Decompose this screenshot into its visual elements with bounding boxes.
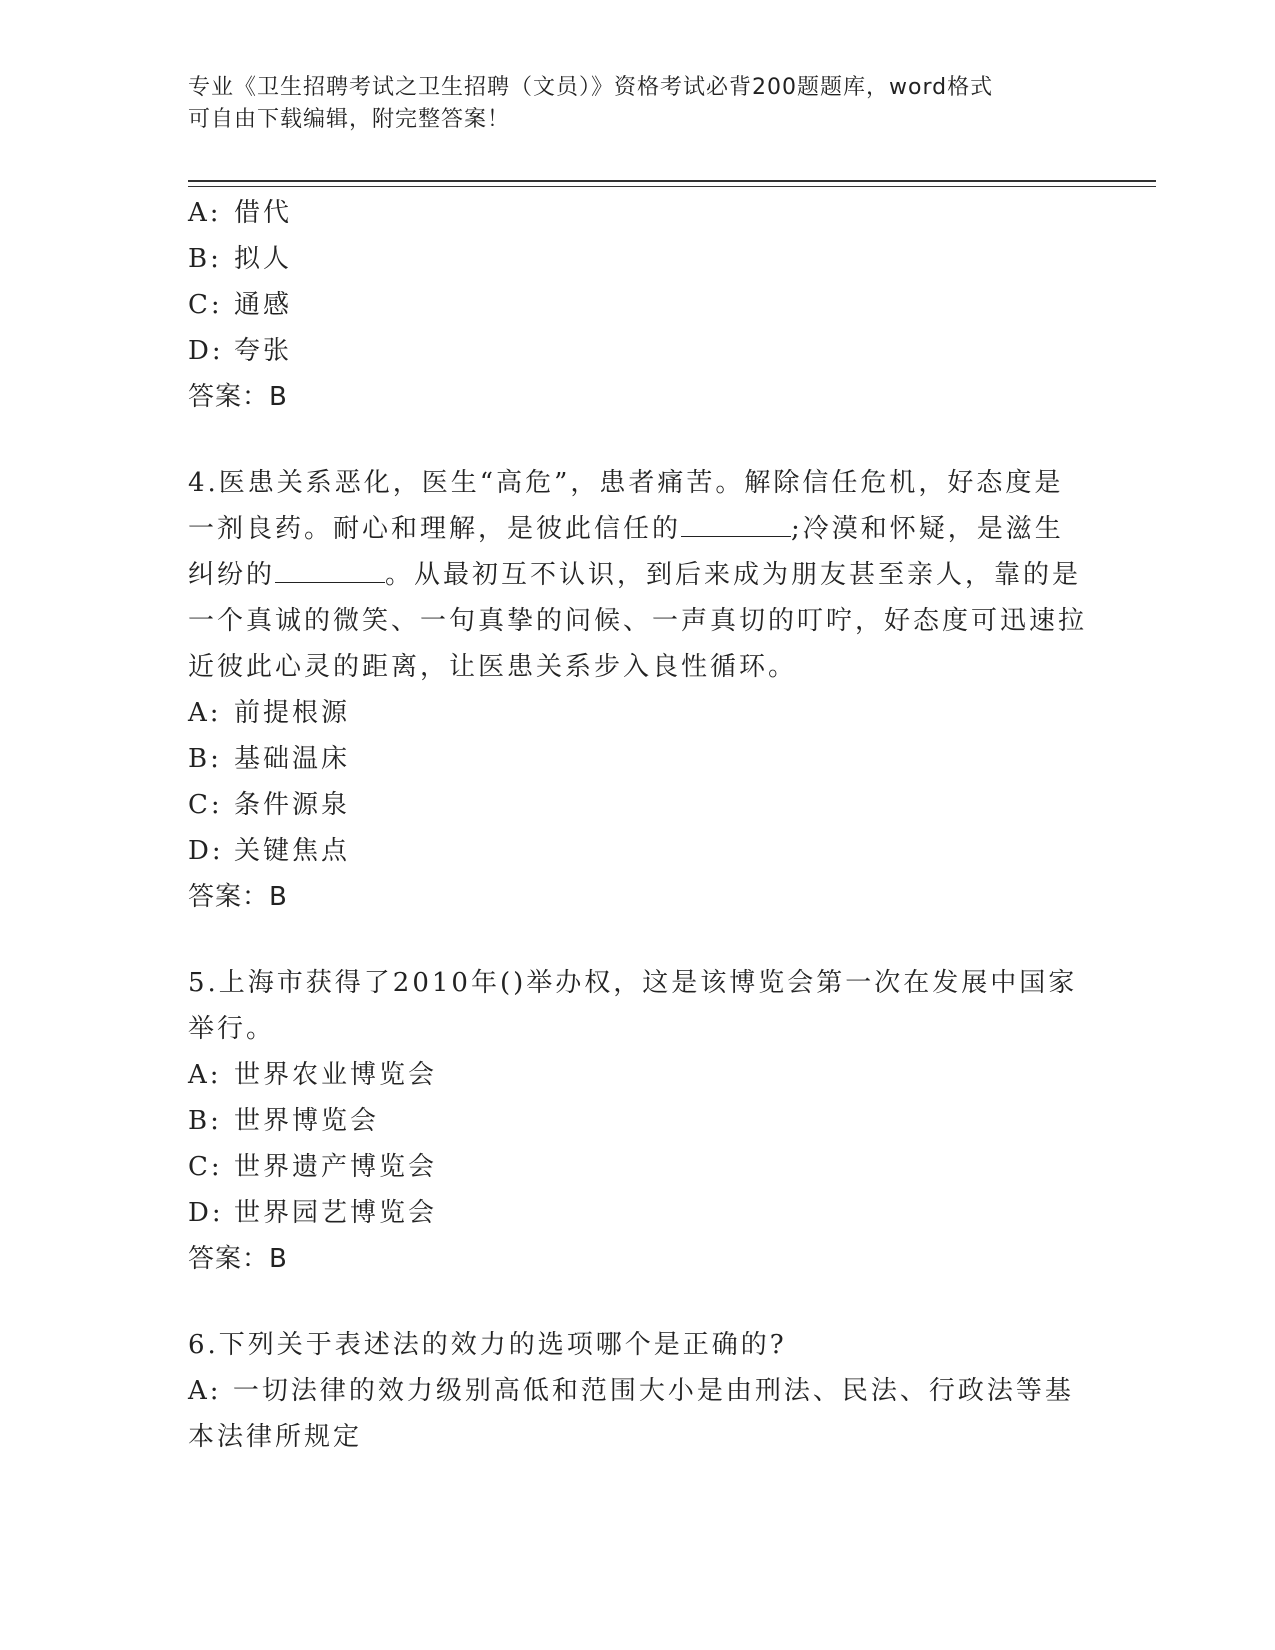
option-letter: B: — [188, 1106, 222, 1136]
option-letter: B: — [188, 244, 222, 274]
option-text: 前提根源 — [234, 698, 351, 728]
option-c — [188, 282, 1088, 328]
question-4 — [188, 460, 1088, 920]
option-a — [188, 190, 1088, 236]
option-letter: C: — [188, 290, 223, 320]
option-text: 借代 — [234, 198, 293, 228]
stem-text-3: 。从最初互不认识，到后来成为朋友甚至亲人，靠的是一个真诚的微笑、一句真挚的问候、一声真切的叮咛，好态度可迅速拉近彼此心灵的距离，让医患关系步入良性循环。 — [188, 560, 1088, 682]
option-text: 世界园艺博览会 — [234, 1198, 438, 1228]
header-divider-thick — [188, 180, 1156, 182]
stem-text-2: ;冷漠和怀疑，是滋生纠纷的 — [188, 514, 1064, 590]
question-stem: 5.上海市获得了2010年()举办权，这是该博览会第一次在发展中国家举行。 — [188, 968, 1078, 1044]
option-letter: A: — [188, 1376, 222, 1406]
option-d — [188, 1190, 1088, 1236]
option-letter: A: — [188, 1060, 222, 1090]
option-text: 拟人 — [234, 244, 293, 274]
fill-blank-1 — [681, 512, 791, 537]
question-6 — [188, 1322, 1088, 1460]
question-stem — [188, 460, 1088, 690]
option-a — [188, 690, 1088, 736]
option-text: 条件源泉 — [234, 790, 351, 820]
option-b — [188, 736, 1088, 782]
option-d — [188, 328, 1088, 374]
spacer — [188, 420, 1088, 460]
option-letter: A: — [188, 698, 222, 728]
option-letter: C: — [188, 1152, 223, 1182]
header-line-1: 专业《卫生招聘考试之卫生招聘（文员）》资格考试必背200题题库，word格式 — [188, 75, 994, 100]
option-letter: B: — [188, 744, 222, 774]
option-text: 一切法律的效力级别高低和范围大小是由刑法、民法、行政法等基本法律所规定 — [188, 1376, 1074, 1452]
fill-blank-2 — [275, 558, 385, 583]
question-3-options — [188, 190, 1088, 420]
option-letter: D: — [188, 836, 224, 866]
option-b — [188, 236, 1088, 282]
stem-text-1: 4.医患关系恶化，医生“高危”，患者痛苦。解除信任危机，好态度是一剂良药。耐心和理解，是彼此信任的 — [188, 468, 1064, 544]
option-c — [188, 1144, 1088, 1190]
option-text: 世界遗产博览会 — [234, 1152, 438, 1182]
option-text: 夸张 — [234, 336, 293, 366]
answer-line: 答案：B — [188, 1244, 288, 1274]
answer-line: 答案：B — [188, 382, 288, 412]
option-letter: C: — [188, 790, 223, 820]
option-text: 世界农业博览会 — [234, 1060, 438, 1090]
option-text: 基础温床 — [234, 744, 351, 774]
option-text: 通感 — [234, 290, 293, 320]
option-letter: D: — [188, 1198, 224, 1228]
header-divider-thin — [188, 186, 1156, 187]
document-header — [188, 72, 1088, 136]
option-text: 世界博览会 — [234, 1106, 380, 1136]
spacer — [188, 920, 1088, 960]
spacer — [188, 1282, 1088, 1322]
question-5 — [188, 960, 1088, 1282]
header-line-2: 可自由下载编辑，附完整答案！ — [188, 107, 511, 132]
option-a — [188, 1368, 1088, 1460]
option-a — [188, 1052, 1088, 1098]
option-letter: D: — [188, 336, 224, 366]
option-d — [188, 828, 1088, 874]
option-text: 关键焦点 — [234, 836, 351, 866]
question-content — [188, 190, 1088, 1460]
question-stem: 6.下列关于表述法的效力的选项哪个是正确的? — [188, 1330, 787, 1360]
option-letter: A: — [188, 198, 222, 228]
answer-line: 答案：B — [188, 882, 288, 912]
option-c — [188, 782, 1088, 828]
option-b — [188, 1098, 1088, 1144]
